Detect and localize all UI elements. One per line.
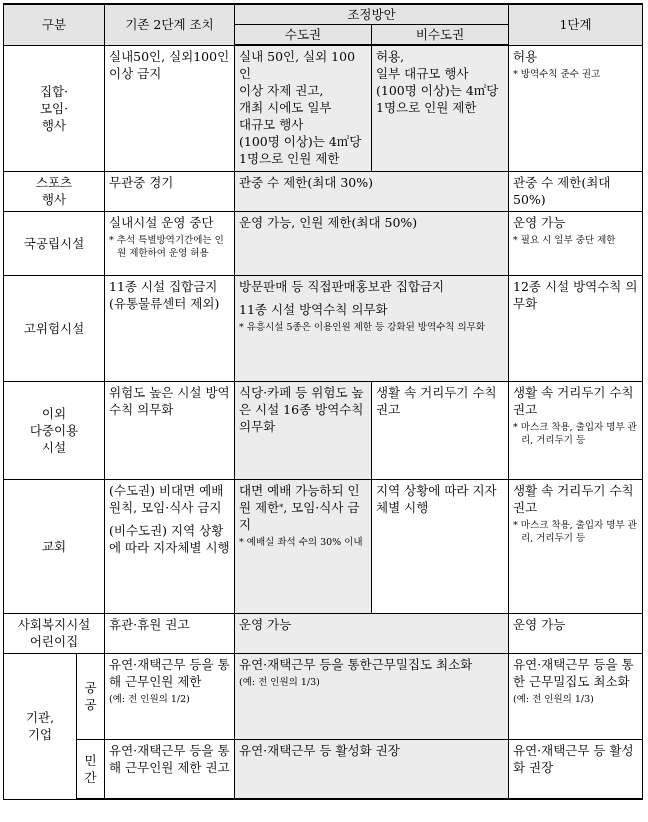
label-line: 간	[84, 769, 97, 785]
capital-text: 대면 예배 가능하되 인원 제한	[239, 482, 360, 515]
public-stage1	[509, 211, 643, 275]
adjusted-note: * 유흥시설 5종은 이용인원 제한 등 강화된 방역수칙 의무화	[239, 321, 486, 333]
church-capital	[235, 479, 372, 613]
row-institution-private	[4, 739, 643, 799]
public-sector-adjusted	[235, 653, 509, 739]
adjusted-line: 11종 시설 방역수칙 의무화	[239, 301, 388, 317]
multiuse-existing: 위험도 높은 시설 방역수칙 의무화	[105, 381, 235, 479]
private-sector-adjusted: 유연·재택근무 등 활성화 권장	[235, 739, 509, 799]
header-capital: 수도권	[235, 25, 372, 46]
text-line: 실내 50인, 실외 100인	[239, 49, 356, 81]
highrisk-stage1: 12종 시설 방역수칙 의무화	[509, 275, 643, 381]
header-noncapital: 비수도권	[372, 25, 509, 46]
stage1-note: * 방역수칙 준수 권고	[513, 68, 601, 80]
sports-stage1: 관중 수 제한(최대 50%)	[509, 171, 643, 211]
label-line: 행사	[41, 117, 67, 133]
private-sector-stage1: 유연·재택근무 등 활성화 권장	[509, 739, 643, 799]
existing-note: * 추석 특별방역기간에는 인원 제한하여 운영 허용	[109, 234, 224, 259]
stage1-text: 유연·재택근무 등을 통한 근무밀집도 최소화	[513, 656, 634, 689]
label-line: 행사	[41, 192, 67, 207]
adjusted-text: 유연·재택근무 등을 통한근무밀집도 최소화	[239, 656, 473, 672]
label-public: 국공립시설	[4, 211, 105, 275]
label-highrisk: 고위험시설	[4, 275, 105, 381]
label-line: 공	[84, 697, 97, 712]
stage1-text: 생활 속 거리두기 수칙 권고	[513, 482, 634, 515]
public-adjusted: 운영 가능, 인원 제한(최대 50%)	[235, 211, 509, 275]
label-line: 이외	[41, 405, 67, 421]
public-sector-existing	[105, 653, 235, 739]
sports-existing: 무관중 경기	[105, 171, 235, 211]
gathering-capital	[235, 45, 372, 171]
private-sector-existing: 유연·재택근무 등을 통해 근무인원 제한 권고	[105, 739, 235, 799]
existing-text: 실내시설 운영 중단	[109, 214, 214, 230]
text-line: 대규모 행사	[239, 117, 304, 132]
church-noncapital: 지역 상황에 따라 지자체별 시행	[372, 479, 509, 613]
stage1-note: * 필요 시 일부 중단 제한	[513, 234, 616, 246]
welfare-existing: 휴관·휴원 권고	[105, 613, 235, 653]
gathering-existing: 실내50인, 실외100인 이상 금지	[105, 45, 235, 171]
header-stage1: 1단계	[509, 4, 643, 45]
label-line: 기업	[27, 727, 53, 742]
welfare-stage1: 운영 가능	[509, 613, 643, 653]
capital-note: * 예배실 좌석 수의 30% 이내	[239, 536, 363, 548]
label-line: 기관,	[25, 710, 55, 725]
highrisk-existing: 11종 시설 집합금지 (유통물류센터 제외)	[105, 275, 235, 381]
row-institution-public	[4, 653, 643, 739]
church-existing	[105, 479, 235, 613]
header-existing: 기존 2단계 조치	[105, 4, 235, 45]
label-line: 어린이집	[29, 634, 79, 649]
label-institution	[4, 653, 77, 799]
capital-text: , 모임·식사 금지	[239, 499, 360, 532]
adjusted-line: 방문판매 등 직접판매홍보관 집합금지	[239, 278, 445, 294]
adjusted-note: (예: 전 인원의 1/3)	[239, 676, 320, 688]
label-line: 민	[84, 752, 97, 768]
label-public-sector	[77, 653, 105, 739]
label-line: 스포츠	[35, 175, 73, 190]
sports-adjusted: 관중 수 제한(최대 30%)	[235, 171, 509, 211]
row-multiuse	[4, 381, 643, 479]
label-line: 시설	[41, 439, 67, 455]
stage1-text: 생활 속 거리두기 수칙 권고	[513, 384, 634, 417]
text-line: 1명으로 인원 제한	[239, 151, 340, 166]
row-church	[4, 479, 643, 613]
text-line: 일부 대규모 행사	[376, 66, 469, 81]
text-line: 허용,	[376, 49, 405, 64]
stage1-note: * 마스크 착용, 출입자 명부 관리, 거리두기 등	[513, 519, 637, 544]
label-line: 다중이용	[29, 422, 79, 438]
stage1-note: (예: 전 인원의 1/3)	[513, 693, 594, 705]
highrisk-adjusted	[235, 275, 509, 381]
row-welfare	[4, 613, 643, 653]
stage1-note: * 마스크 착용, 출입자 명부 관리, 거리두기 등	[513, 421, 637, 446]
multiuse-stage1	[509, 381, 643, 479]
label-line: 집합·	[39, 83, 69, 99]
row-public	[4, 211, 643, 275]
text-line: 이상 자제 권고,	[239, 83, 324, 98]
label-line: 모임·	[39, 100, 69, 116]
label-private-sector	[77, 739, 105, 799]
church-stage1	[509, 479, 643, 613]
text-line: 개최 시에도 일부	[239, 100, 332, 115]
stage1-text: 허용	[513, 48, 538, 64]
welfare-adjusted: 운영 가능	[235, 613, 509, 653]
row-gathering	[4, 45, 643, 171]
text-line: (100명 이상)는 4㎡당	[376, 83, 499, 98]
label-gathering	[4, 45, 105, 171]
public-sector-stage1	[509, 653, 643, 739]
multiuse-capital: 식당·카페 등 위험도 높은 시설 16종 방역수칙 의무화	[235, 381, 372, 479]
label-sports	[4, 171, 105, 211]
header-adjusted: 조정방안	[235, 4, 509, 25]
stage1-text: 운영 가능	[513, 214, 566, 230]
measures-table	[3, 3, 643, 800]
existing-text: (비수도권) 지역 상황에 따라 지자체별 시행	[109, 522, 230, 555]
label-welfare	[4, 613, 105, 653]
label-multiuse	[4, 381, 105, 479]
label-line: 공	[84, 680, 97, 695]
header-category: 구분	[4, 4, 105, 45]
multiuse-noncapital: 생활 속 거리두기 수칙 권고	[372, 381, 509, 479]
row-sports	[4, 171, 643, 211]
row-highrisk	[4, 275, 643, 381]
gathering-stage1	[509, 45, 643, 171]
text-line: 1명으로 인원 제한	[376, 100, 477, 115]
gathering-noncapital	[372, 45, 509, 171]
existing-text: 유연·재택근무 등을 통해 근무인원 제한	[109, 656, 230, 689]
label-line: 사회복지시설	[17, 617, 91, 632]
public-existing	[105, 211, 235, 275]
text-line: (100명 이상)는 4㎡당	[239, 134, 362, 149]
existing-note: (예: 전 인원의 1/2)	[109, 693, 190, 705]
existing-text: (수도권) 비대면 예배 원칙, 모임·식사 금지	[109, 482, 224, 515]
footnote-mark: *	[279, 502, 284, 512]
label-church: 교회	[4, 479, 105, 613]
